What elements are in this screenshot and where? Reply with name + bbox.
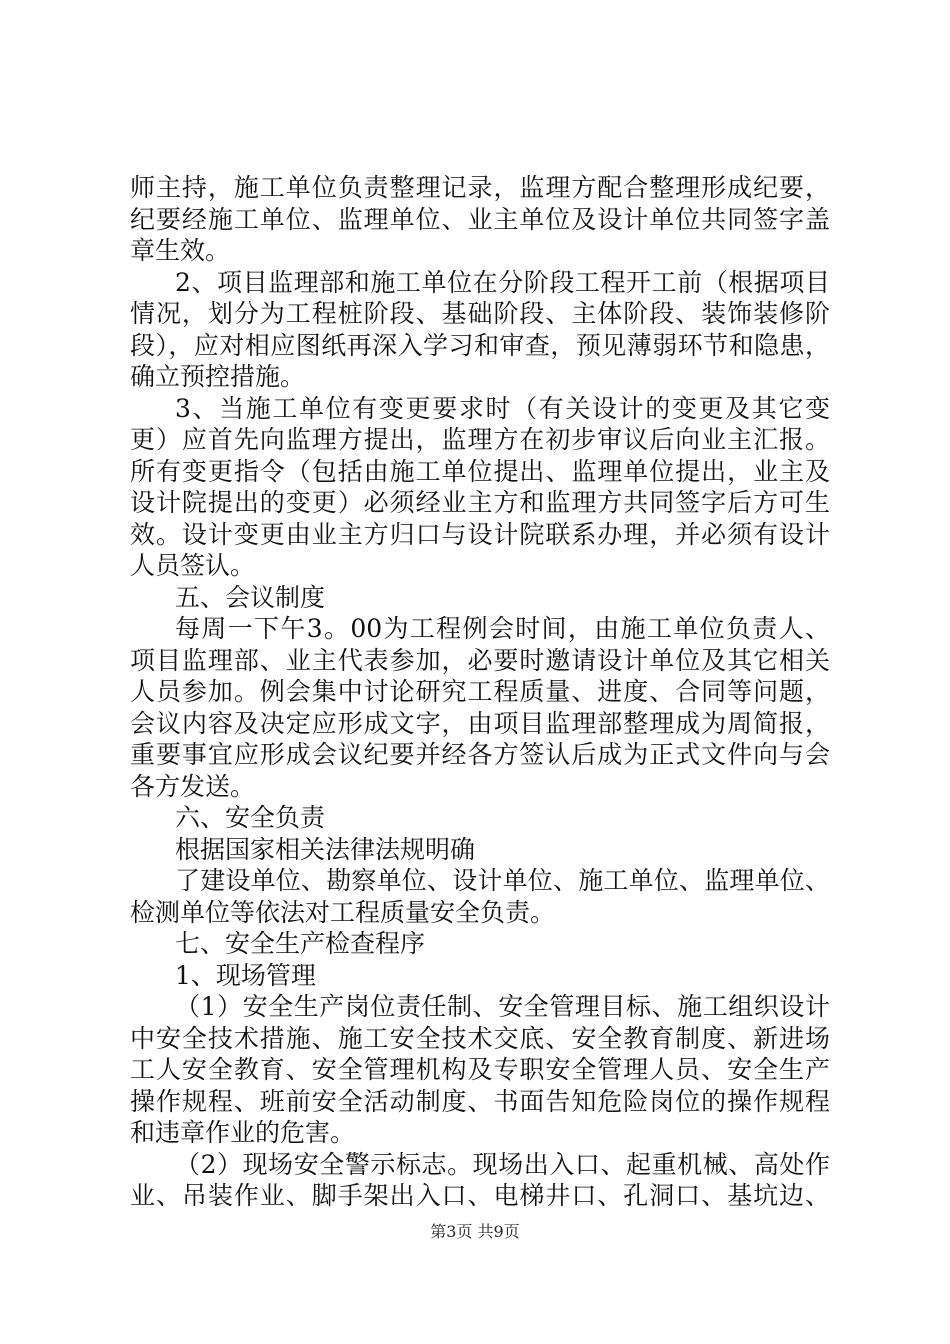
text-line: 段），应对相应图纸再深入学习和审查，预见薄弱环节和隐患，: [130, 330, 830, 360]
text-line: 师主持，施工单位负责整理记录，监理方配合整理形成纪要，: [130, 173, 830, 202]
text-line: 效。设计变更由业主方归口与设计院联系办理，并必须有设计: [130, 519, 830, 549]
text-line: 检测单位等依法对工程质量安全负责。: [130, 897, 556, 927]
text-line: 章生效。: [130, 236, 231, 265]
text-line: 操作规程、班前安全活动制度、书面告知危险岗位的操作规程: [130, 1086, 830, 1116]
text-line: 设计院提出的变更）必须经业主方和监理方共同签字后方可生: [130, 488, 830, 517]
text-line: 更）应首先向监理方提出，监理方在初步审议后向业主汇报。: [130, 425, 830, 454]
text-line: （2）现场安全警示标志。现场出入口、起重机械、高处作: [175, 1149, 830, 1179]
document-body: [130, 172, 830, 1212]
text-line: 业、吊装作业、脚手架出入口、电梯井口、孔洞口、基坑边、: [130, 1181, 830, 1210]
text-line: 了建设单位、勘察单位、设计单位、施工单位、监理单位、: [175, 866, 830, 895]
text-line: 七、安全生产检查程序: [175, 929, 426, 958]
text-line: 六、安全负责: [175, 803, 326, 832]
text-line: 2、项目监理部和施工单位在分阶段工程开工前（根据项目: [175, 267, 830, 297]
text-line: 人员签认。: [130, 551, 256, 580]
text-line: 人员参加。例会集中讨论研究工程质量、进度、合同等问题，: [130, 677, 830, 706]
text-line: 和违章作业的危害。: [130, 1118, 356, 1147]
text-line: 3、当施工单位有变更要求时（有关设计的变更及其它变: [175, 393, 830, 423]
text-line: 工人安全教育、安全管理机构及专职安全管理人员、安全生产: [130, 1055, 830, 1084]
text-line: 会议内容及决定应形成文字，由项目监理部整理成为周简报，: [130, 708, 830, 738]
text-line: 情况，划分为工程桩阶段、基础阶段、主体阶段、装饰装修阶: [130, 299, 830, 328]
text-line: 中安全技术措施、施工安全技术交底、安全教育制度、新进场: [130, 1023, 830, 1053]
text-line: 五、会议制度: [175, 582, 326, 612]
text-line: 1、现场管理: [175, 960, 316, 990]
text-line: 项目监理部、业主代表参加，必要时邀请设计单位及其它相关: [130, 645, 830, 675]
page-footer: 第3页 共9页: [430, 1222, 520, 1241]
text-line: 每周一下午3。00为工程例会时间，由施工单位负责人、: [175, 614, 830, 643]
text-line: 根据国家相关法律法规明确: [175, 834, 476, 864]
text-line: 确立预控措施。: [130, 362, 306, 391]
text-line: 重要事宜应形成会议纪要并经各方签认后成为正式文件向与会: [130, 740, 830, 769]
text-line: （1）安全生产岗位责任制、安全管理目标、施工组织设计: [175, 992, 830, 1021]
text-line: 各方发送。: [130, 771, 256, 801]
text-line: 所有变更指令（包括由施工单位提出、监理单位提出，业主及: [130, 456, 830, 486]
text-line: 纪要经施工单位、监理单位、业主单位及设计单位共同签字盖: [130, 204, 830, 234]
